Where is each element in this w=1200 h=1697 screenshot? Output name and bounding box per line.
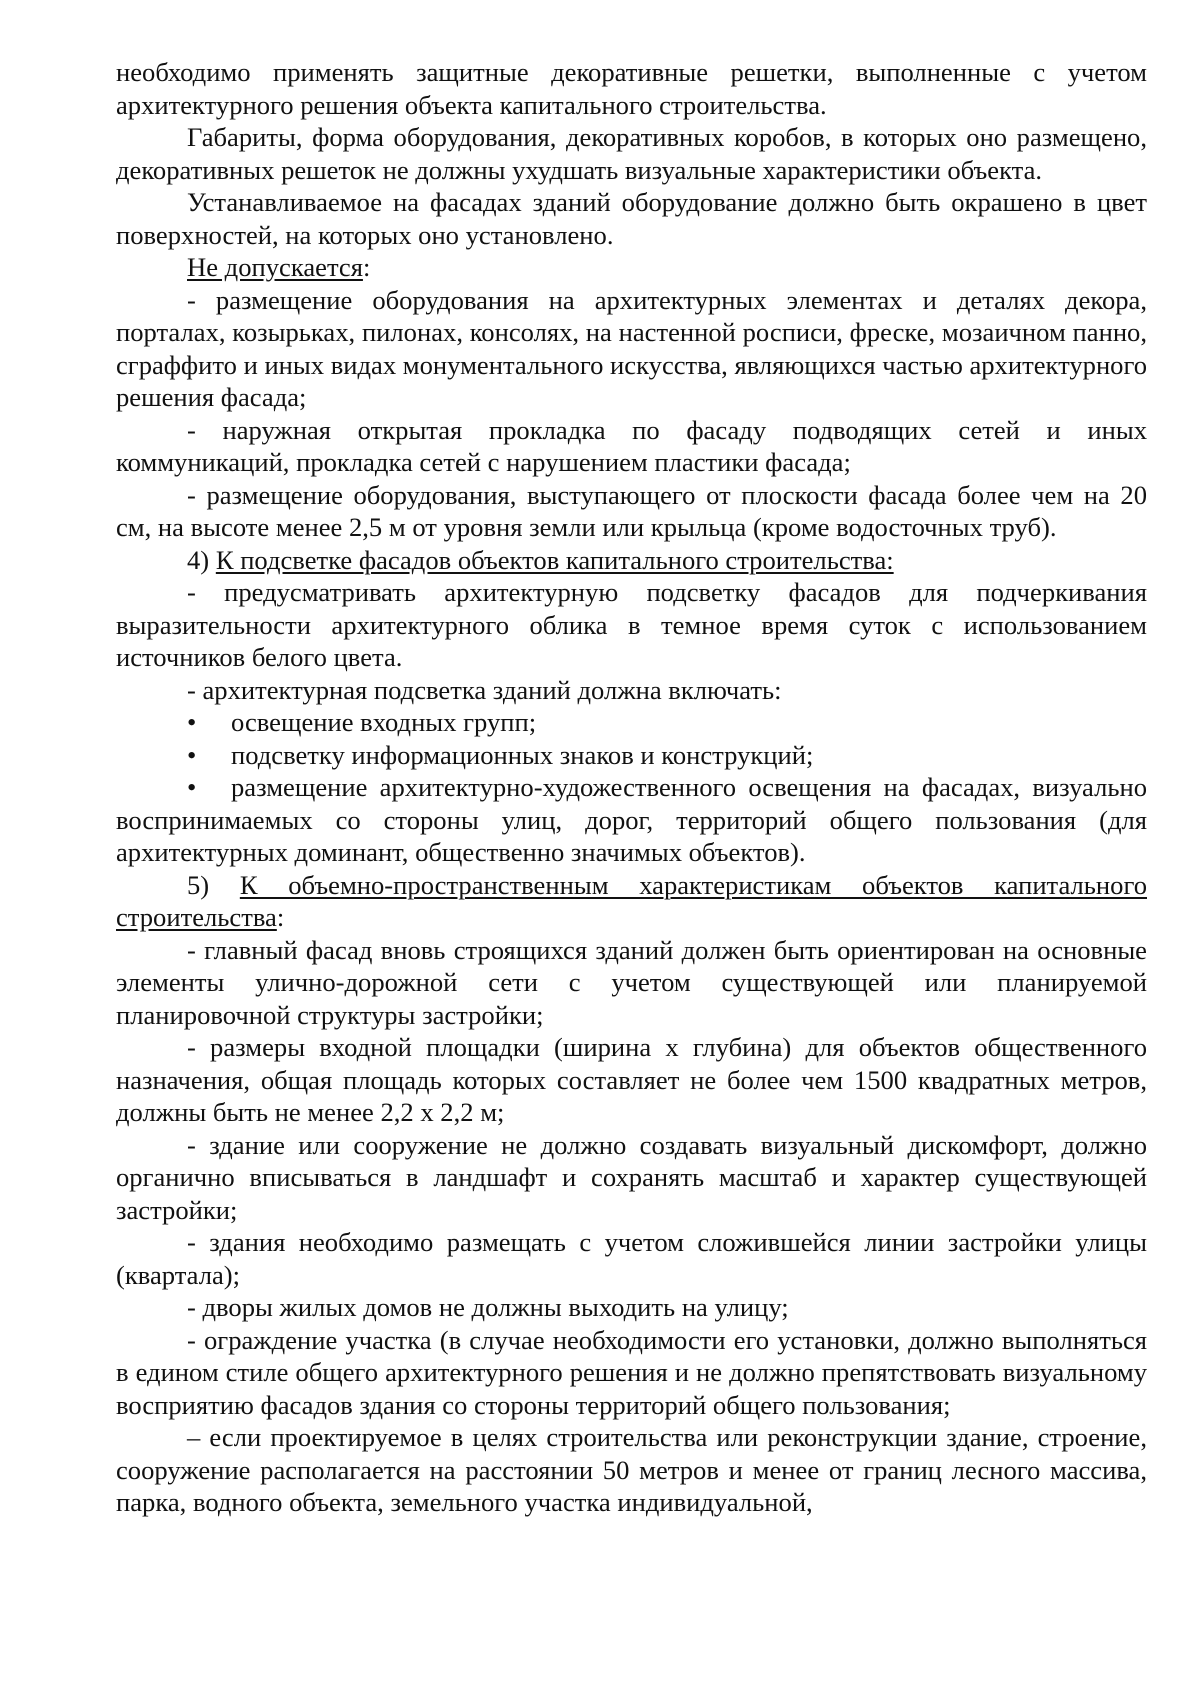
bullet-facade-lighting — [116, 771, 1147, 869]
bullet-mark: • — [187, 739, 197, 770]
list-item-decor-placement: - размещение оборудования на архитектурных элементах и деталях декора, порталах, козырьках, пилонах, консолях, на настенной росписи, фреске, мозаичном панно, сграффито и иных видах монументального искусства, являющихся частью архитектурного решения фасада; — [116, 284, 1148, 412]
bullet-text: размещение архитектурно-художественного освещения на фасадах, визуально воспринимаемых со стороны улиц, дорог, территорий общего пользования (для архитектурных доминант, общественно значимых объектов). — [116, 772, 1147, 867]
list-item-entrance-size: - размеры входной площадки (ширина х глубина) для объектов общественного назначения, общая площадь которых составляет не более чем 1500 квадратных метров, должны быть не менее 2,2 х 2,2 м; — [116, 1032, 1147, 1127]
list-item-visual-comfort: - здание или сооружение не должно создавать визуальный дискомфорт, должно органично вписываться в ландшафт и сохранять масштаб и характер существующей застройки; — [116, 1129, 1147, 1225]
paragraph-color: Устанавливаемое на фасадах зданий оборудование должно быть окрашено в цвет поверхностей, на которых оно установлено. — [116, 187, 1147, 250]
bullet-mark: • — [187, 707, 197, 737]
bullet-text: подсветку информационных знаков и конструкций; — [231, 739, 814, 770]
list-item-yards: - дворы жилых домов не должны выходить на улицу; — [187, 1292, 789, 1322]
section-4-title: К подсветке фасадов объектов капитального строительства: — [215, 544, 894, 575]
list-item-architectural-lighting: - предусматривать архитектурную подсветку фасадов для подчеркивания выразительности архитектурного облика в темное время суток с использованием источников белого цвета. — [116, 577, 1147, 672]
bullet-sign-lighting — [116, 739, 1147, 772]
heading-not-allowed — [116, 251, 1147, 284]
heading-not-allowed-label: Не допускается — [187, 252, 363, 282]
paragraph-dimensions: Габариты, форма оборудования, декоративных коробов, в которых оно размещено, декоративных решеток не должны ухудшать визуальные характеристики объекта. — [116, 122, 1147, 185]
section-4-heading — [116, 544, 1147, 577]
list-item-protruding-equipment: - размещение оборудования, выступающего от плоскости фасада более чем на 20 см, на высоте менее 2,5 м от уровня земли или крыльца (кроме водосточных труб). — [116, 479, 1147, 542]
heading-not-allowed-colon: : — [362, 252, 371, 282]
paragraph-continuation: необходимо применять защитные декоративные решетки, выполненные с учетом архитектурного решения объекта капитального строительства. — [116, 57, 1147, 120]
list-item-main-facade: - главный фасад вновь строящихся зданий должен быть ориентирован на основные элементы улично-дорожной сети с учетом существующей или планируемой планировочной структуры застройки; — [116, 934, 1147, 1030]
bullet-text: освещение входных групп; — [231, 707, 537, 737]
list-item-fencing: - ограждение участка (в случае необходимости его установки, должно выполняться в едином стиле общего архитектурного решения и не должно препятствовать визуальному восприятию фасадов здания со стороны территорий общего пользования; — [116, 1324, 1147, 1420]
list-item-lighting-includes: - архитектурная подсветка зданий должна включать: — [187, 674, 782, 705]
section-5-title: К объемно-пространственным характеристикам объектов капитального строительства — [116, 869, 1147, 932]
list-item-distance-50m: – если проектируемое в целях строительства или реконструкции здание, строение, сооружение располагается на расстоянии 50 метров и менее от границ лесного массива, парка, водного объекта, земельного участка индивидуальной, — [116, 1422, 1147, 1517]
list-item-building-line: - здания необходимо размещать с учетом сложившейся линии застройки улицы (квартала); — [116, 1227, 1147, 1290]
bullet-mark: • — [187, 772, 197, 802]
bullet-entrance-lighting — [116, 706, 1147, 739]
list-item-open-networks: - наружная открытая прокладка по фасаду подводящих сетей и иных коммуникаций, прокладка сетей с нарушением пластики фасада; — [116, 414, 1147, 477]
section-5-number: 5) — [187, 869, 240, 900]
section-5-heading — [116, 869, 1147, 934]
section-5-colon: : — [276, 902, 285, 932]
section-4-number: 4) — [187, 544, 216, 575]
